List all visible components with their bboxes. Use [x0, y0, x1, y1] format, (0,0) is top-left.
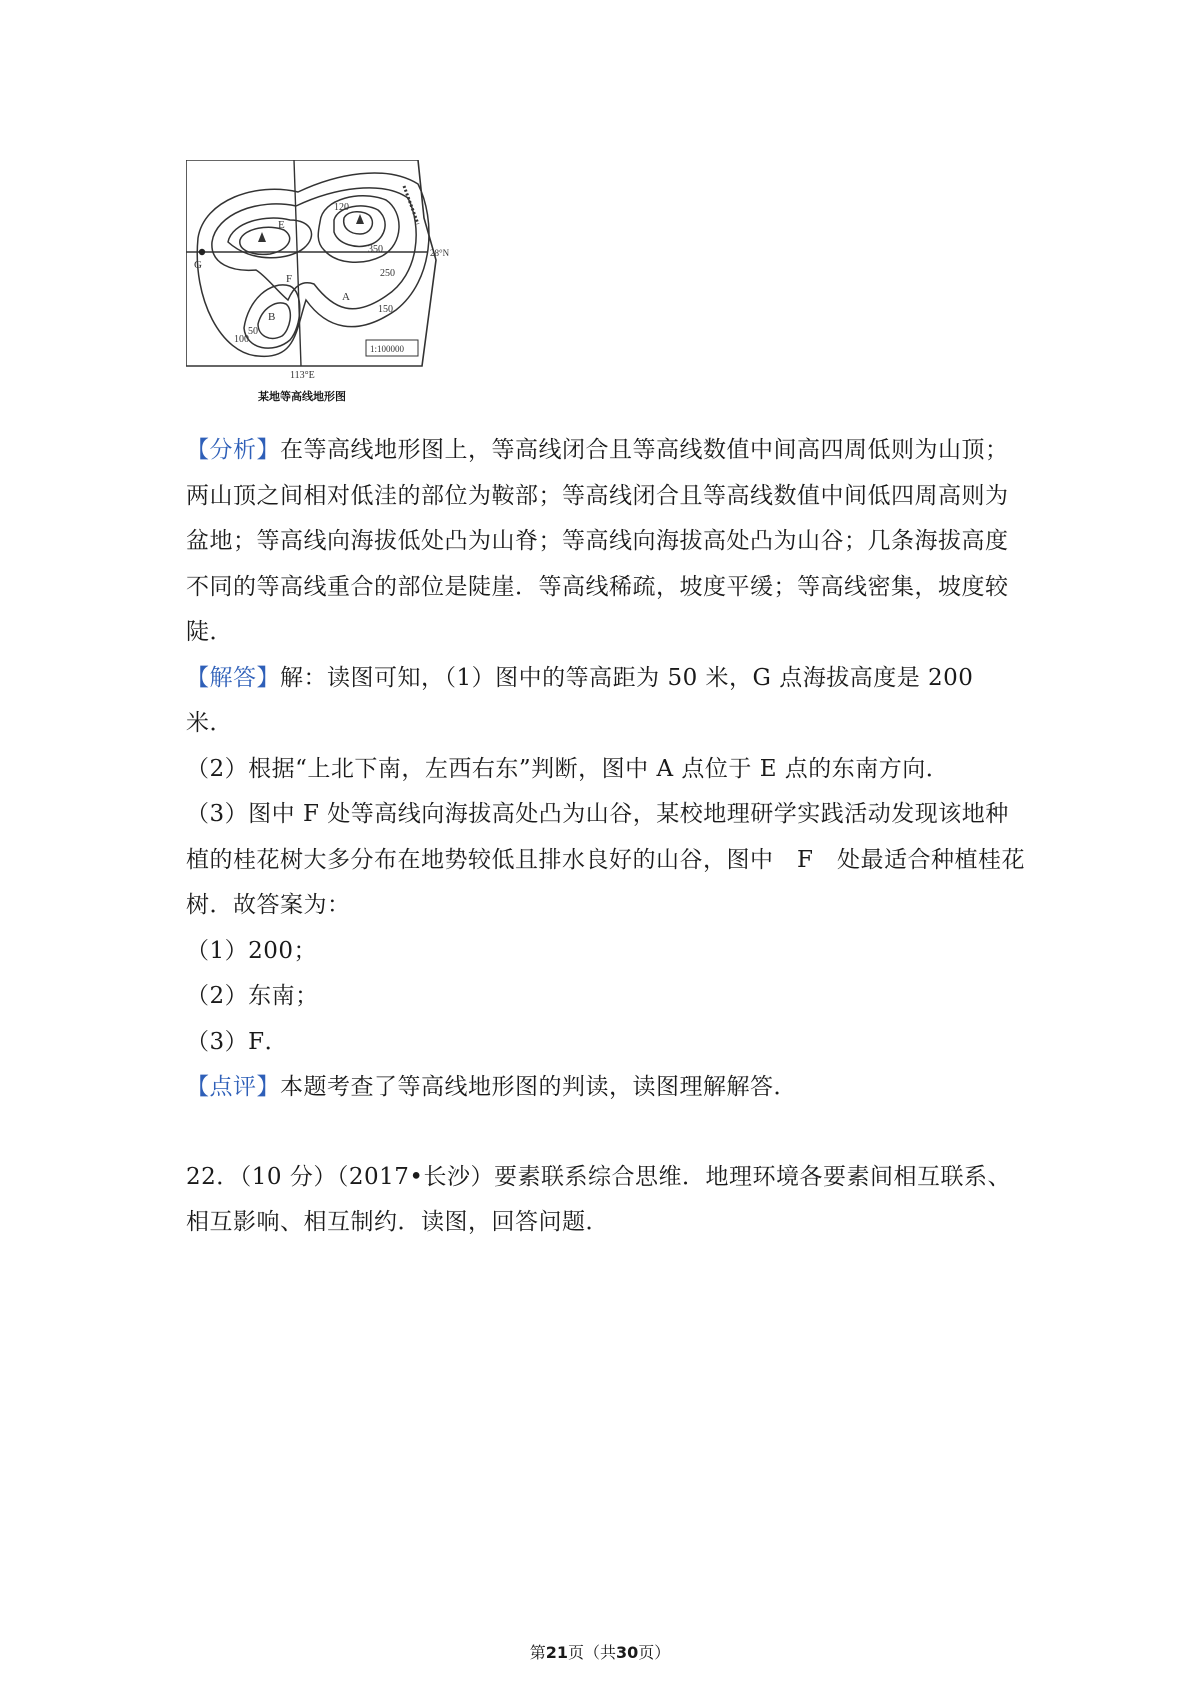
document-body	[186, 428, 1026, 1246]
point-label-b: B	[268, 311, 276, 323]
answer-tag: 【解答】	[186, 664, 280, 691]
section-gap	[186, 1111, 1026, 1155]
point-label-a: A	[342, 291, 350, 303]
answer-result-1: （1）200；	[186, 937, 318, 964]
contour-value-label: 120	[334, 202, 349, 213]
answer-result-2: （2）东南；	[186, 983, 319, 1009]
page-footer	[0, 1640, 1200, 1663]
contour-value-label: 250	[380, 268, 395, 279]
analysis-tag: 【分析】	[186, 437, 280, 463]
point-g-dot	[199, 249, 205, 255]
longitude-label: 113°E	[290, 370, 315, 381]
comment-text: 本题考查了等高线地形图的判读，读图理解解答．	[280, 1074, 797, 1100]
latitude-label: 28°N	[430, 248, 450, 258]
figure-caption: 某地等高线地形图	[258, 390, 346, 403]
analysis-text: 在等高线地形图上，等高线闭合且等高线数值中间高四周低则为山顶；两山顶之间相对低洼的部位为鞍部；等高线闭合且等高线数值中间低四周高则为盆地；等高线向海拔低处凸为山脊；等高线向海拔高处凸为山谷；几条海拔高度不同的等高线重合的部位是陡崖．等高线稀疏，坡度平缓；等高线密集，坡度较陡．	[186, 437, 1009, 645]
contour-map-figure	[186, 160, 476, 422]
footer-total-pages: 30	[616, 1643, 639, 1662]
answer-result-3: （3）F．	[186, 1028, 289, 1055]
answer-line-3: （3）图中 F 处等高线向海拔高处凸为山谷，某校地理研学实践活动发现该地种植的桂花树大多分布在地势较低且排水良好的山谷，图中 F 处最适合种植桂花树．故答案为：	[186, 801, 1025, 918]
contour-line	[197, 173, 429, 356]
point-label-e: E	[278, 219, 285, 231]
contour-value-label: 100	[234, 334, 249, 345]
footer-middle: 页（共	[567, 1643, 616, 1662]
answer-line-2: （2）根据“上北下南，左西右东”判断，图中 A 点位于 E 点的东南方向．	[186, 755, 950, 782]
footer-suffix: 页）	[638, 1643, 671, 1662]
contour-value-label: 150	[378, 304, 393, 315]
point-label-g: G	[194, 259, 202, 271]
cliff-hatching	[404, 186, 418, 224]
map-frame	[186, 160, 436, 366]
scale-label: 1:100000	[370, 344, 405, 354]
analysis-paragraph	[186, 428, 1026, 656]
answer-text-1: 解：读图可知，（1）图中的等高距为 50 米，G 点海拔高度是 200 米．	[186, 664, 974, 736]
footer-page-number: 21	[545, 1643, 568, 1662]
question-22: 22．（10 分）（2017•长沙）要素联系综合思维．地理环境各要素间相互联系、相互影响、相互制约．读图，回答问题．	[186, 1163, 1011, 1235]
answer-line-1	[186, 656, 1026, 747]
comment-paragraph	[186, 1065, 1026, 1111]
peak-triangle-icon	[356, 214, 364, 224]
comment-tag: 【点评】	[186, 1074, 280, 1100]
contour-map	[186, 160, 476, 422]
point-label-f: F	[286, 273, 293, 285]
footer-prefix: 第	[529, 1643, 546, 1662]
peak-triangle-icon	[258, 232, 266, 242]
contour-value-label: 50	[248, 326, 258, 337]
contour-value-label: 350	[368, 244, 383, 255]
